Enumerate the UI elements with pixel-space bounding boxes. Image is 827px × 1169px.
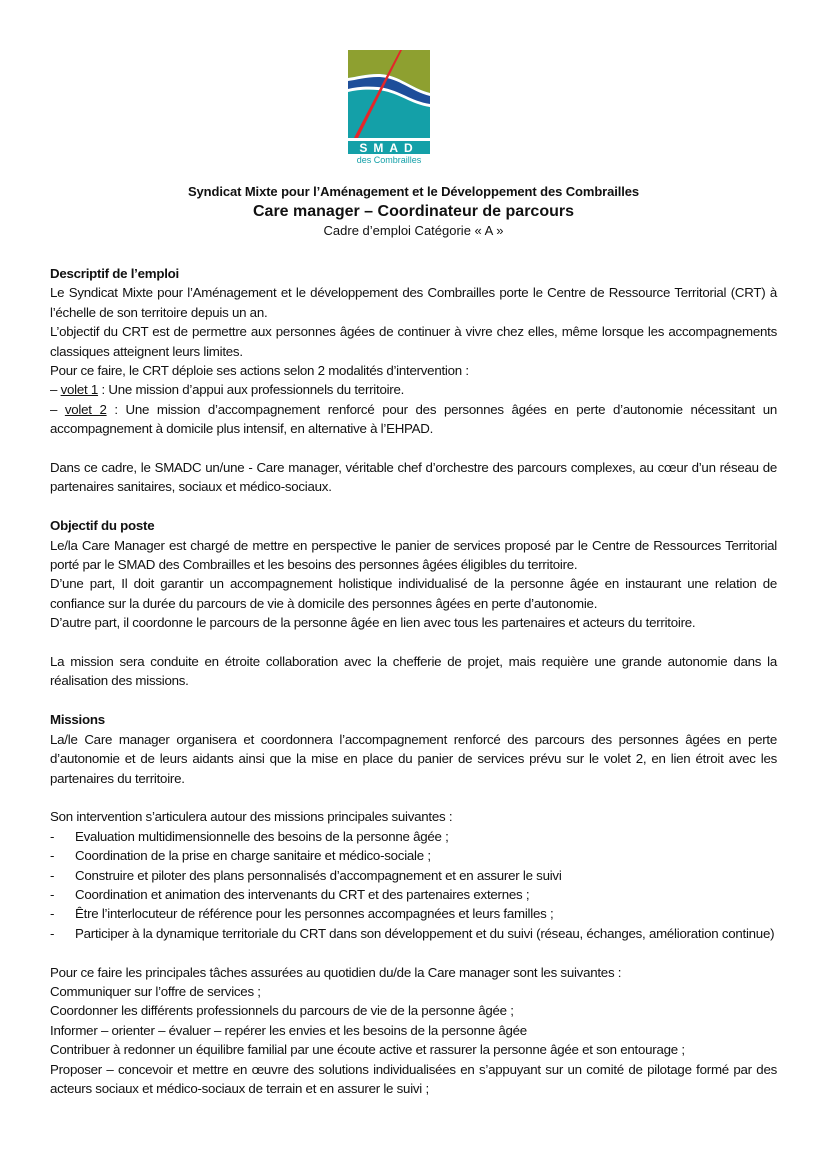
- task-item: Contribuer à redonner un équilibre familial par une écoute active et rassurer la personne âgée et son entourage ;: [50, 1042, 685, 1058]
- paragraph: D’autre part, il coordonne le parcours de la personne âgée en lien avec tous les partenaires et acteurs du territoire.: [50, 615, 696, 631]
- bullet-dash: -: [50, 828, 55, 844]
- task-item: Coordonner les différents professionnels du parcours de vie de la personne âgée ;: [50, 1003, 514, 1019]
- list-item: [50, 846, 777, 865]
- job-category: Cadre d’emploi Catégorie « A »: [323, 223, 504, 238]
- section-missions: [50, 710, 777, 1098]
- volet-1-text: : Une mission d’appui aux professionnels du territoire.: [98, 382, 405, 398]
- paragraph: D’une part, Il doit garantir un accompagnement holistique individualisé de la personne âgée en instaurant une relation de confiance sur la durée du parcours de vie à domicile des personnes âgées en perte d’autonomie.: [50, 576, 777, 611]
- dash: –: [50, 382, 61, 398]
- volet-2-item: [50, 400, 777, 439]
- bullet-dash: -: [50, 906, 55, 922]
- logo-text-main: SMAD: [359, 141, 419, 155]
- list-item: [50, 866, 777, 885]
- section-heading: Descriptif de l’emploi: [50, 266, 179, 281]
- missions-intro: Son intervention s’articulera autour des missions principales suivantes :: [50, 809, 453, 825]
- list-item-text: Construire et piloter des plans personnalisés d’accompagnement et en assurer le suivi: [75, 867, 562, 883]
- list-item: [50, 885, 777, 904]
- list-item-text: Être l’interlocuteur de référence pour les personnes accompagnées et leurs familles ;: [75, 906, 554, 922]
- organization-name: Syndicat Mixte pour l’Aménagement et le Développement des Combrailles: [187, 184, 640, 199]
- paragraph: Le Syndicat Mixte pour l’Aménagement et le développement des Combrailles porte le Centre de Ressource Territorial (CRT) à l’échelle de son territoire depuis un an.: [50, 285, 777, 320]
- list-item-text: Coordination et animation des intervenants du CRT et des partenaires externes ;: [75, 886, 530, 902]
- task-item: Proposer – concevoir et mettre en œuvre des solutions individualisées en s’appuyant sur un comité de pilotage formé par des acteurs sociaux et médico-sociaux de terrain et en assurer le suivi ;: [50, 1061, 777, 1096]
- bullet-dash: -: [50, 867, 55, 883]
- list-item-text: Evaluation multidimensionnelle des besoins de la personne âgée ;: [75, 828, 449, 844]
- paragraph: Dans ce cadre, le SMADC un/une - Care manager, véritable chef d’orchestre des parcours complexes, au cœur d’un réseau de partenaires sanitaires, sociaux et médico-sociaux.: [50, 460, 777, 495]
- task-item: Informer – orienter – évaluer – repérer les envies et les besoins de la personne âgée: [50, 1022, 527, 1038]
- job-title: Care manager – Coordinateur de parcours: [253, 203, 574, 220]
- list-item-text: Participer à la dynamique territoriale du CRT dans son développement et du suivi (réseau, échanges, amélioration continue): [75, 925, 775, 941]
- tasks-intro: Pour ce faire les principales tâches assurées au quotidien du/de la Care manager sont les suivantes :: [50, 964, 622, 980]
- list-item: [50, 827, 777, 846]
- volet-1-item: [50, 380, 777, 399]
- logo-text-sub: des Combrailles: [356, 155, 422, 165]
- list-item-text: Coordination de la prise en charge sanitaire et médico-sociale ;: [75, 848, 431, 864]
- list-item: [50, 904, 777, 923]
- section-descriptif: [50, 264, 777, 497]
- paragraph: Le/la Care Manager est chargé de mettre en perspective le panier de services proposé par le Centre de Ressources Territorial porté par le SMAD des Combrailles et les besoins des personnes âgées éligibles du territoire.: [50, 537, 777, 573]
- bullet-dash: -: [50, 925, 55, 941]
- task-item: Communiquer sur l’offre de services ;: [50, 983, 261, 999]
- paragraph: La/le Care manager organisera et coordonnera l’accompagnement renforcé des parcours des personnes âgées en perte d’autonomie et de leurs aidants ainsi que la mise en place du panier de services prévu sur le volet 2, en lien étroit avec les partenaires du territoire.: [50, 731, 777, 786]
- volet-2-label: volet 2: [64, 401, 107, 417]
- paragraph: La mission sera conduite en étroite collaboration avec la chefferie de projet, mais requière une grande autonomie dans la réalisation des missions.: [50, 654, 777, 689]
- missions-list: [50, 827, 777, 943]
- volet-2-text: : Une mission d’accompagnement renforcé pour des personnes âgées en perte d’autonomie nécessitant un accompagnement à domicile plus intensif, en alternative à l’EHPAD.: [50, 401, 777, 437]
- dash: –: [50, 401, 65, 417]
- section-heading: Missions: [50, 712, 105, 728]
- section-objectif: [50, 516, 777, 691]
- bullet-dash: -: [50, 886, 55, 902]
- volet-1-label: volet 1: [60, 382, 99, 398]
- document-body: [50, 264, 777, 1098]
- document-header: [0, 183, 827, 240]
- tasks-list: [50, 982, 777, 1098]
- paragraph: Pour ce faire, le CRT déploie ses actions selon 2 modalités d’intervention :: [50, 363, 469, 379]
- bullet-dash: -: [50, 848, 55, 864]
- section-heading: Objectif du poste: [50, 518, 155, 534]
- list-item: [50, 924, 777, 943]
- paragraph: L’objectif du CRT est de permettre aux personnes âgées de continuer à vivre chez elles, même lorsque les accompagnements classiques atteignent leurs limites.: [50, 324, 777, 359]
- smad-logo: [348, 50, 430, 165]
